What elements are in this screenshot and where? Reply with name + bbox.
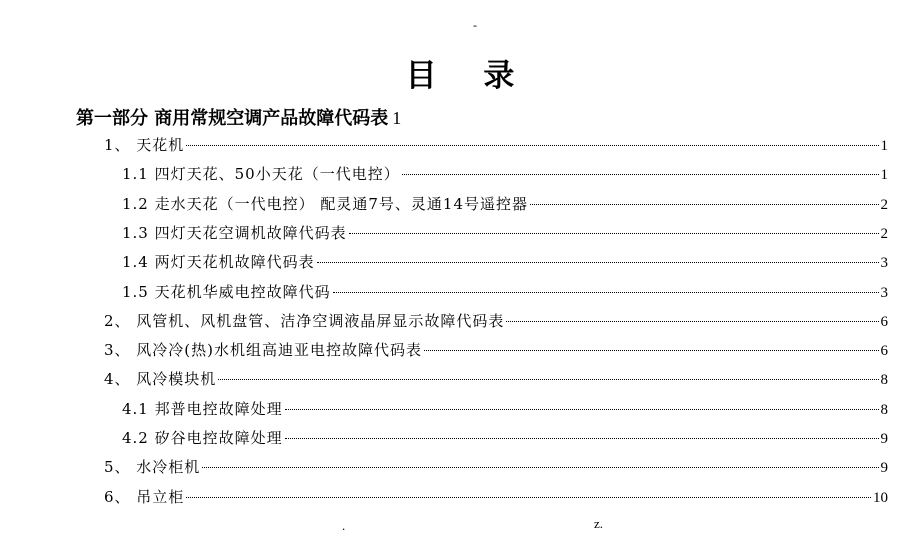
toc-entry-page-number: 1 <box>880 138 888 154</box>
toc-entry-page-number: 9 <box>880 460 888 477</box>
dot-leader <box>424 350 878 351</box>
part-heading-label: 第一部分 商用常规空调产品故障代码表 <box>76 108 389 129</box>
footer-right: z. <box>594 516 604 531</box>
toc-entry-label: 1、 天花机 <box>104 136 185 154</box>
toc-entry-page-number: 3 <box>880 255 888 272</box>
dot-leader <box>349 233 879 234</box>
toc-entry[interactable] <box>122 427 888 453</box>
toc-entry[interactable] <box>104 134 888 160</box>
toc-entry-label: 2、 风管机、风机盘管、洁净空调液晶屏显示故障代码表 <box>104 311 505 330</box>
toc-entry-label: 1.3 四灯天花空调机故障代码表 <box>122 223 347 242</box>
dot-leader <box>402 174 879 175</box>
dot-leader <box>530 204 878 205</box>
dot-leader <box>218 379 878 380</box>
toc-entry-page-number: 6 <box>880 343 888 360</box>
toc-entry[interactable] <box>104 456 888 482</box>
toc-entry-label: 4.1 邦普电控故障处理 <box>122 399 283 418</box>
toc-entry-label: 1.5 天花机华威电控故障代码 <box>122 282 331 301</box>
dot-leader <box>333 292 879 293</box>
toc-entry-label: 1.2 走水天花（一代电控） 配灵通7号、灵通14号遥控器 <box>122 194 529 213</box>
toc-entry-page-number: 6 <box>880 313 888 330</box>
toc-entry[interactable] <box>104 486 888 512</box>
part-heading[interactable] <box>76 104 401 130</box>
dot-leader <box>285 409 879 410</box>
toc-entry-label: 1.1 四灯天花、50小天花（一代电控） <box>122 165 400 184</box>
part-heading-page-number: 1 <box>392 108 402 128</box>
toc-entry-label: 6、 吊立柜 <box>104 487 185 506</box>
page-title: 目 录 <box>405 58 533 94</box>
dot-leader <box>506 321 878 322</box>
dot-leader <box>202 467 878 468</box>
footer-left: . <box>342 518 346 533</box>
toc-entry[interactable] <box>122 193 888 219</box>
toc-entry-page-number: 9 <box>880 431 888 447</box>
toc-entry-page-number: 2 <box>880 225 888 242</box>
toc-entry-page-number: 3 <box>880 284 888 301</box>
header-mark: - <box>473 18 477 32</box>
toc-entry[interactable] <box>104 310 888 336</box>
toc-entry[interactable] <box>122 398 888 424</box>
toc-entry-label: 1.4 两灯天花机故障代码表 <box>122 253 315 272</box>
toc-entry[interactable] <box>104 368 888 394</box>
toc-entry-page-number: 10 <box>873 489 888 506</box>
toc-entry[interactable] <box>104 339 888 365</box>
toc-entry-page-number: 8 <box>880 372 888 389</box>
toc-entry[interactable] <box>122 281 888 307</box>
toc-entry-label: 4.2 矽谷电控故障处理 <box>122 429 283 447</box>
toc-entry-page-number: 8 <box>880 401 888 418</box>
dot-leader <box>285 438 879 439</box>
dot-leader <box>186 145 878 146</box>
dot-leader <box>317 262 879 263</box>
toc-entry-label: 3、 风冷冷(热)水机组高迪亚电控故障代码表 <box>104 341 423 360</box>
toc-entry-label: 5、 水冷柜机 <box>104 458 201 477</box>
toc-entry-label: 4、 风冷模块机 <box>104 370 217 389</box>
toc-entry-page-number: 2 <box>880 196 888 213</box>
toc-entry[interactable] <box>122 163 888 189</box>
toc-entry-page-number: 1 <box>880 167 888 184</box>
dot-leader <box>186 497 871 498</box>
toc-entry[interactable] <box>122 222 888 248</box>
toc-entry[interactable] <box>122 251 888 277</box>
